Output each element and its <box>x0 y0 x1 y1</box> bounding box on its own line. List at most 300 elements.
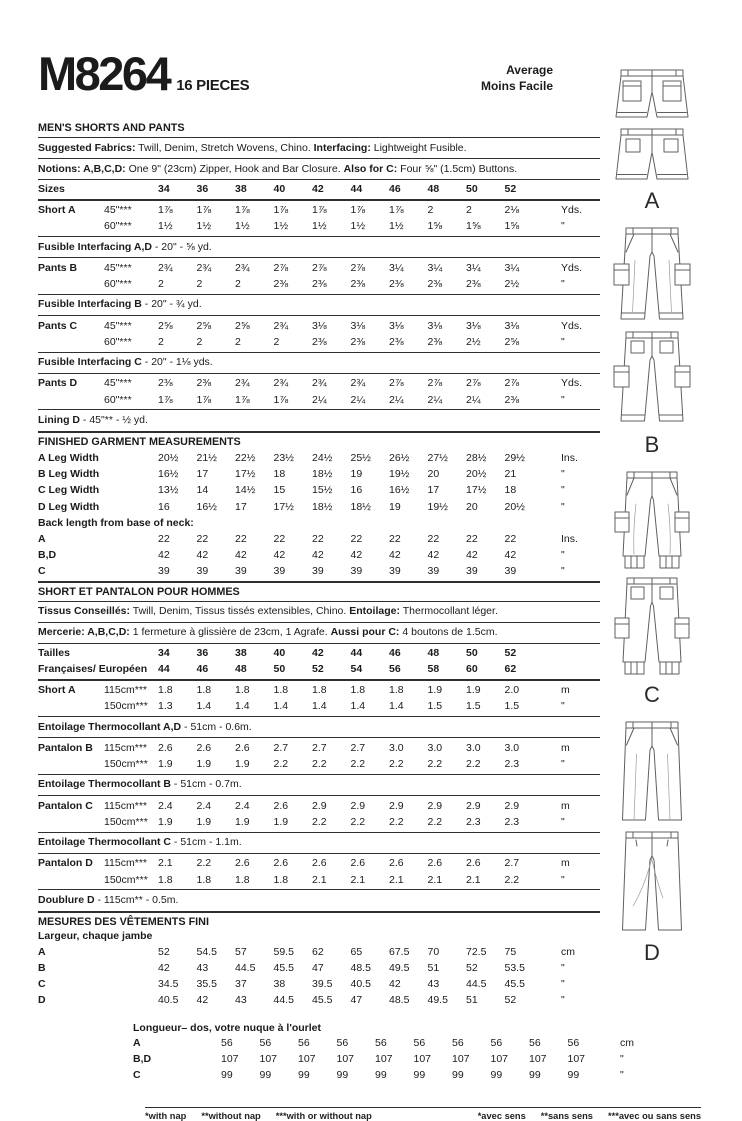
value-cell: 51 <box>427 961 440 974</box>
unit-cell: " <box>561 758 565 771</box>
value-cell: 2.2 <box>504 873 520 886</box>
value-cell: 38 <box>273 978 286 991</box>
value-cell: 72.5 <box>466 945 487 958</box>
value-cell: 16 <box>350 484 363 497</box>
value-cell: 27½ <box>427 451 448 464</box>
row-sublabel: 45"*** <box>104 319 132 332</box>
row-sublabel: 115cm*** <box>104 799 147 812</box>
value-cell: 20½ <box>466 467 487 480</box>
value-cell: 38 <box>235 183 247 196</box>
info-line <box>38 159 600 180</box>
row-sublabel: 60"*** <box>104 335 132 348</box>
unit-cell: " <box>561 335 565 348</box>
value-cell: 2.6 <box>389 857 404 870</box>
value-cell: 43 <box>235 994 247 1007</box>
table-row <box>133 1067 650 1083</box>
view-d-label: D <box>644 940 660 965</box>
view-a-front-drawing <box>606 66 698 122</box>
value-cell: 99 <box>490 1069 503 1082</box>
value-cell: 1.9 <box>158 815 173 828</box>
pieces-count: 16 PIECES <box>176 77 250 94</box>
value-cell: 2⅞ <box>427 377 443 390</box>
value-cell: 44 <box>350 647 363 659</box>
value-cell: 42 <box>389 549 401 562</box>
table-row <box>38 992 600 1008</box>
value-cell: 2.2 <box>196 857 212 870</box>
text-run: Mercerie: A,B,C,D: <box>38 626 130 639</box>
value-cell: 50 <box>466 183 478 196</box>
row-sublabel: 115cm*** <box>104 741 147 754</box>
value-cell: 22 <box>504 532 517 545</box>
section-header: FINISHED GARMENT MEASUREMENTS <box>38 435 241 448</box>
table-row <box>38 531 600 547</box>
value-cell: 2.6 <box>312 857 327 870</box>
view-b-back-drawing <box>606 330 698 428</box>
value-cell: 56 <box>490 1036 503 1049</box>
value-cell: 2.3 <box>466 815 481 828</box>
value-cell: 1.9 <box>235 815 250 828</box>
value-cell: 3¼ <box>427 261 443 274</box>
value-cell: 2⅜ <box>312 335 327 348</box>
value-cell: 3⅛ <box>504 319 520 332</box>
value-cell: 2⅜ <box>504 393 520 406</box>
unit-cell: m <box>561 684 570 697</box>
row-label: Tailles <box>38 647 70 659</box>
row-label: B,D <box>38 549 57 562</box>
unit-cell: Yds. <box>561 204 583 217</box>
row-label: Short A <box>38 204 76 217</box>
value-cell: 47 <box>312 961 324 974</box>
table-row <box>38 450 600 466</box>
view-b-label: B <box>644 432 660 457</box>
value-cell: 2.2 <box>389 758 404 771</box>
row-sublabel: 60"*** <box>104 278 132 291</box>
table-row <box>38 334 600 350</box>
value-cell: 14 <box>196 484 209 497</box>
value-cell: 26½ <box>389 451 410 464</box>
row-label: Pants B <box>38 261 78 274</box>
value-cell: 2.0 <box>504 684 520 697</box>
value-cell: 2⅝ <box>504 335 520 348</box>
value-cell: 56 <box>298 1036 310 1049</box>
value-cell: 1⅞ <box>196 393 212 406</box>
value-cell: 99 <box>567 1069 580 1082</box>
difficulty-en: Average <box>506 63 553 77</box>
value-cell: 53.5 <box>504 961 525 974</box>
value-cell: 52 <box>504 994 517 1007</box>
value-cell: 46 <box>196 663 209 676</box>
value-cell: 2.9 <box>504 799 520 812</box>
value-cell: 2⅜ <box>158 377 173 390</box>
value-cell: 2¾ <box>273 319 289 332</box>
value-cell: 2⅝ <box>235 319 250 332</box>
value-cell: 52 <box>504 647 517 659</box>
value-cell: 1.9 <box>196 758 212 771</box>
value-cell: 99 <box>259 1069 272 1082</box>
value-cell: 2.1 <box>427 873 443 886</box>
row-label: B Leg Width <box>38 467 100 480</box>
text-run: Fusible Interfacing A,D <box>38 240 152 253</box>
value-cell: 19 <box>350 467 363 480</box>
value-cell: 107 <box>567 1052 586 1065</box>
value-cell: 29½ <box>504 451 525 464</box>
table-row <box>38 202 600 218</box>
value-cell: 38 <box>235 647 247 659</box>
value-cell: 1.8 <box>158 873 173 886</box>
text-run: Entoilage: <box>349 605 400 618</box>
value-cell: 39 <box>196 565 209 578</box>
value-cell: 18½ <box>312 467 333 480</box>
value-cell: 107 <box>490 1052 509 1065</box>
value-cell: 54 <box>350 663 363 676</box>
value-cell: 67.5 <box>389 945 410 958</box>
value-cell: 13½ <box>158 484 179 497</box>
unit-cell: " <box>620 1069 624 1082</box>
value-cell: 1⅞ <box>273 204 289 217</box>
unit-cell: " <box>561 700 565 713</box>
text-run: - 51cm - 0.7m. <box>171 778 242 791</box>
row-label: Pantalon B <box>38 741 93 754</box>
value-cell: 22½ <box>235 451 256 464</box>
value-cell: 2¼ <box>312 393 327 406</box>
value-cell: 42 <box>312 183 324 196</box>
text-run: Twill, Denim, Stretch Wovens, Chino. <box>135 141 314 154</box>
row-label: C <box>38 565 46 578</box>
table-row <box>38 661 600 677</box>
table-row <box>38 798 600 814</box>
value-cell: 107 <box>413 1052 432 1065</box>
value-cell: 56 <box>375 1036 387 1049</box>
value-cell: 20 <box>427 467 440 480</box>
value-cell: 18 <box>273 467 286 480</box>
value-cell: 16½ <box>158 467 179 480</box>
value-cell: 2¾ <box>350 377 366 390</box>
value-cell: 22 <box>273 532 286 545</box>
value-cell: 2½ <box>504 278 520 291</box>
value-cell: 3⅛ <box>466 319 481 332</box>
value-cell: 49.5 <box>427 994 448 1007</box>
value-cell: 56 <box>221 1036 233 1049</box>
value-cell: 42 <box>427 549 440 562</box>
value-cell: 58 <box>427 663 440 676</box>
row-label: D Leg Width <box>38 500 100 513</box>
row-sublabel: 150cm*** <box>104 758 148 771</box>
value-cell: 3⅛ <box>312 319 327 332</box>
unit-cell: Ins. <box>561 451 578 464</box>
row-label: Pants C <box>38 319 78 332</box>
value-cell: 2.6 <box>196 741 212 754</box>
row-label: Short A <box>38 684 76 697</box>
table-row <box>38 181 600 197</box>
subheader: Largeur, chaque jambe <box>38 929 153 942</box>
view-d-back-drawing <box>606 830 698 936</box>
value-cell: 56 <box>336 1036 349 1049</box>
value-cell: 56 <box>389 663 401 676</box>
value-cell: 40.5 <box>350 978 371 991</box>
value-cell: 99 <box>529 1069 541 1082</box>
row-label: Sizes <box>38 183 65 196</box>
unit-cell: " <box>561 994 565 1007</box>
value-cell: 1.8 <box>196 873 212 886</box>
value-cell: 1.9 <box>273 815 289 828</box>
value-cell: 2⅞ <box>350 261 366 274</box>
value-cell: 2.1 <box>350 873 366 886</box>
value-cell: 44.5 <box>466 978 487 991</box>
value-cell: 52 <box>504 183 517 196</box>
info-line <box>38 623 600 644</box>
note-line <box>38 237 600 258</box>
value-cell: 60 <box>466 663 478 676</box>
row-sublabel: 60"*** <box>104 393 132 406</box>
value-cell: 45.5 <box>504 978 525 991</box>
value-cell: 40 <box>273 183 286 196</box>
value-cell: 44.5 <box>273 994 294 1007</box>
row-label: B,D <box>133 1052 152 1065</box>
value-cell: 15½ <box>312 484 333 497</box>
value-cell: 2.9 <box>389 799 404 812</box>
value-cell: 39 <box>504 565 517 578</box>
value-cell: 59.5 <box>273 945 294 958</box>
value-cell: 48.5 <box>389 994 410 1007</box>
value-cell: 2.9 <box>427 799 443 812</box>
value-cell: 2⅞ <box>504 377 520 390</box>
value-cell: 2¾ <box>158 261 173 274</box>
value-cell: 2¾ <box>196 261 212 274</box>
row-label: C <box>38 978 46 991</box>
value-cell: 46 <box>389 647 401 659</box>
text-run: - 115cm** - 0.5m. <box>94 893 179 906</box>
back-length-table <box>133 1022 650 1084</box>
table-row <box>38 872 600 888</box>
value-cell: 34 <box>158 183 170 196</box>
value-cell: 99 <box>413 1069 426 1082</box>
value-cell: 2.4 <box>158 799 173 812</box>
value-cell: 2.7 <box>312 741 327 754</box>
value-cell: 1½ <box>235 220 250 233</box>
value-cell: 40.5 <box>158 994 179 1007</box>
value-cell: 2.7 <box>350 741 366 754</box>
value-cell: 52 <box>466 961 478 974</box>
value-cell: 1.9 <box>196 815 212 828</box>
note-line <box>38 775 600 796</box>
value-cell: 2 <box>235 335 241 348</box>
text-run: - 45"** - ½ yd. <box>80 413 148 426</box>
unit-cell: " <box>561 220 565 233</box>
row-label: B <box>38 961 46 974</box>
table-row <box>38 499 600 515</box>
row-label: A <box>38 945 46 958</box>
text-run: Notions: A,B,C,D: <box>38 162 126 175</box>
value-cell: 2.6 <box>427 857 443 870</box>
value-cell: 1.9 <box>235 758 250 771</box>
unit-cell: m <box>561 741 570 754</box>
row-label: C Leg Width <box>38 484 100 497</box>
value-cell: 1.4 <box>389 700 404 713</box>
value-cell: 2 <box>158 278 164 291</box>
value-cell: 2.4 <box>196 799 212 812</box>
value-cell: 2⅜ <box>196 377 212 390</box>
yardage-block <box>38 316 600 353</box>
value-cell: 107 <box>336 1052 355 1065</box>
yardage-block <box>38 796 600 833</box>
value-cell: 18½ <box>312 500 333 513</box>
value-cell: 1⅝ <box>504 220 520 233</box>
value-cell: 51 <box>466 994 478 1007</box>
value-cell: 2¼ <box>350 393 366 406</box>
value-cell: 42 <box>273 549 286 562</box>
value-cell: 52 <box>158 945 170 958</box>
value-cell: 2 <box>196 335 203 348</box>
text-run: Entoilage Thermocollant C <box>38 836 172 849</box>
text-run: - 20" - ⅝ yd. <box>151 240 212 253</box>
value-cell: 2⅜ <box>427 278 443 291</box>
value-cell: 22 <box>466 532 478 545</box>
value-cell: 1⅞ <box>235 393 250 406</box>
value-cell: 2.1 <box>389 873 404 886</box>
unit-cell: m <box>561 799 570 812</box>
value-cell: 2⅜ <box>273 278 289 291</box>
note-line <box>38 410 600 432</box>
value-cell: 2⅞ <box>466 377 481 390</box>
note-line <box>38 833 600 854</box>
yardage-block <box>38 854 600 891</box>
row-label: A <box>38 532 46 545</box>
value-cell: 2.6 <box>350 857 366 870</box>
value-cell: 48.5 <box>350 961 371 974</box>
value-cell: 2.4 <box>235 799 250 812</box>
value-cell: 42 <box>312 647 324 659</box>
value-cell: 2⅜ <box>389 335 404 348</box>
value-cell: 1.8 <box>196 684 212 697</box>
value-cell: 1.4 <box>235 700 250 713</box>
unit-cell: cm <box>620 1036 634 1049</box>
value-cell: 2.3 <box>504 815 520 828</box>
text-run: 1 fermeture à glissière de 23cm, 1 Agrafe. <box>129 626 331 639</box>
value-cell: 2.6 <box>235 857 250 870</box>
footnote: *with nap <box>145 1111 187 1121</box>
value-cell: 1⅝ <box>427 220 443 233</box>
value-cell: 20½ <box>158 451 179 464</box>
value-cell: 2.1 <box>466 873 481 886</box>
measures-block <box>38 449 600 516</box>
table-row <box>38 482 600 498</box>
view-c-back-drawing <box>606 576 698 678</box>
value-cell: 2⅛ <box>504 204 520 217</box>
unit-cell: " <box>561 467 565 480</box>
value-cell: 17½ <box>273 500 294 513</box>
value-cell: 39 <box>427 565 440 578</box>
text-run: Tissus Conseillés: <box>38 605 131 618</box>
footnotes-english <box>145 1111 387 1121</box>
value-cell: 3.0 <box>389 741 404 754</box>
value-cell: 39 <box>350 565 363 578</box>
row-sublabel: 115cm*** <box>104 684 147 697</box>
value-cell: 2.1 <box>312 873 327 886</box>
value-cell: 16½ <box>389 484 410 497</box>
value-cell: 42 <box>312 549 324 562</box>
value-cell: 22 <box>196 532 209 545</box>
value-cell: 3.0 <box>427 741 443 754</box>
view-b-front-drawing <box>606 226 698 326</box>
value-cell: 22 <box>427 532 440 545</box>
text-run: Entoilage Thermocollant A,D <box>38 720 182 733</box>
value-cell: 1.8 <box>235 873 250 886</box>
value-cell: 1⅞ <box>158 204 173 217</box>
text-run: Twill, Denim, Tissus tissés extensibles, Chino. <box>130 605 350 618</box>
value-cell: 2.2 <box>350 758 366 771</box>
unit-cell: " <box>561 978 565 991</box>
unit-cell: " <box>561 500 565 513</box>
unit-cell: " <box>561 961 565 974</box>
value-cell: 1⅞ <box>158 393 173 406</box>
value-cell: 36 <box>196 183 209 196</box>
value-cell: 22 <box>235 532 247 545</box>
value-cell: 36 <box>196 647 209 659</box>
value-cell: 1½ <box>312 220 327 233</box>
value-cell: 2.7 <box>504 857 520 870</box>
value-cell: 2⅜ <box>312 278 327 291</box>
value-cell: 2¾ <box>273 377 289 390</box>
value-cell: 2⅞ <box>312 261 327 274</box>
info-line <box>38 138 600 159</box>
value-cell: 107 <box>529 1052 547 1065</box>
table-row <box>38 976 600 992</box>
table-row <box>38 547 600 563</box>
garment-views <box>604 66 700 974</box>
value-cell: 1⅞ <box>350 204 366 217</box>
text-run: Lining D <box>38 413 80 426</box>
value-cell: 2¼ <box>389 393 404 406</box>
text-run: Interfacing: <box>313 141 371 154</box>
value-cell: 2.2 <box>350 815 366 828</box>
unit-cell: " <box>561 815 565 828</box>
value-cell: 18½ <box>350 500 371 513</box>
footnote: **without nap <box>201 1111 261 1121</box>
text-run: Lightweight Fusible. <box>370 141 467 154</box>
text-run: Thermocollant léger. <box>400 605 498 618</box>
unit-cell: m <box>561 857 570 870</box>
value-cell: 2.2 <box>312 815 327 828</box>
value-cell: 3.0 <box>466 741 481 754</box>
unit-cell: " <box>561 549 565 562</box>
value-cell: 37 <box>235 978 247 991</box>
section-header: MESURES DES VÊTEMENTS FINI <box>38 915 209 928</box>
value-cell: 1.4 <box>350 700 366 713</box>
back-length-rows <box>133 1035 650 1084</box>
value-cell: 1½ <box>389 220 404 233</box>
value-cell: 42 <box>158 549 170 562</box>
value-cell: 65 <box>350 945 363 958</box>
text-run: Fusible Interfacing C <box>38 356 142 369</box>
yardage-block <box>38 374 600 411</box>
value-cell: 56 <box>413 1036 426 1049</box>
value-cell: 39 <box>389 565 401 578</box>
value-cell: 107 <box>298 1052 316 1065</box>
value-cell: 1⅞ <box>389 204 404 217</box>
row-label: Pants D <box>38 377 78 390</box>
masthead <box>38 44 648 114</box>
pattern-sheet <box>38 44 701 1121</box>
value-cell: 34 <box>158 647 170 659</box>
value-cell: 17½ <box>235 467 256 480</box>
row-label: Pantalon D <box>38 857 93 870</box>
value-cell: 1.9 <box>158 758 173 771</box>
value-cell: 1.4 <box>196 700 212 713</box>
text-run: Fusible Interfacing B <box>38 298 142 311</box>
value-cell: 56 <box>259 1036 272 1049</box>
sizes-block <box>38 180 600 200</box>
table-row <box>38 318 600 334</box>
